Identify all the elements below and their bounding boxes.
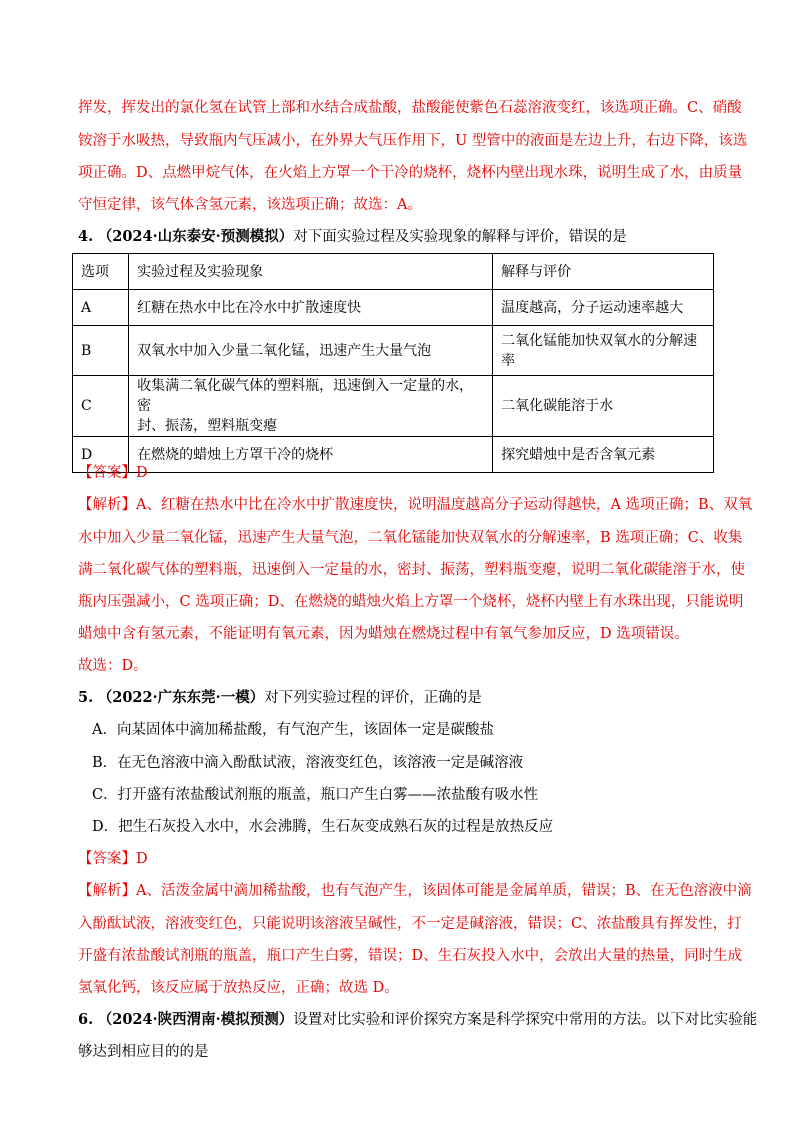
table-cell-process: 双氧水中加入少量二氧化锰，迅速产生大量气泡 [129, 326, 493, 376]
table-header-row [73, 254, 714, 290]
intro-explanation-line-1: 挥发，挥发出的氯化氢在试管上部和水结合成盐酸，盐酸能使紫色石蕊溶液变红，该选项正确。C、硝酸 [78, 100, 742, 116]
question-stem: 对下面实验过程及实验现象的解释与评价，错误的是 [293, 229, 627, 245]
question-source: （2022·广东东莞·一模） [97, 689, 265, 706]
table-row [73, 376, 714, 437]
table-cell-process: 在燃烧的蜡烛上方罩干冷的烧杯 [129, 437, 493, 473]
question-4-explanation-line-5: 蜡烛中含有氢元素，不能证明有氧元素，因为蜡烛在燃烧过程中有氧气参加反应，D 选项错误。 [78, 626, 689, 642]
question-5-option-b: B．在无色溶液中滴入酚酞试液，溶液变红色，该溶液一定是碱溶液 [92, 755, 524, 771]
evaluation-line: 二氧化锰能加快双氧水的分解速 [501, 332, 698, 349]
question-stem: 设置对比实验和评价探究方案是科学探究中常用的方法。以下对比实验能 [293, 1012, 758, 1028]
question-4-explanation-line-4: 瓶内压强减小，C 选项正确；D、在燃烧的蜡烛火焰上方罩一个烧杯，烧杯内壁上有水珠出现，只能说明 [78, 594, 744, 610]
question-5-explanation-line-4: 氢氧化钙，该反应属于放热反应，正确；故选 D。 [78, 980, 399, 996]
question-number: 5. [78, 689, 94, 706]
question-5-answer: 【答案】D [78, 851, 148, 867]
table-row [73, 326, 714, 376]
question-4-table [72, 253, 714, 473]
table-cell-evaluation: 二氧化碳能溶于水 [493, 376, 714, 437]
question-5-explanation-line-2: 入酚酞试液，溶液变红色，只能说明该溶液呈碱性，不一定是碱溶液，错误；C、浓盐酸具有挥发性，打 [78, 916, 742, 932]
table-header-cell: 实验过程及实验现象 [129, 254, 493, 290]
question-number: 4. [78, 228, 94, 245]
table-cell-process [129, 376, 493, 437]
process-line: 封、振荡，塑料瓶变瘪 [137, 418, 278, 434]
table-cell-evaluation: 温度越高，分子运动速率越大 [493, 290, 714, 326]
question-source: （2024·陕西渭南·模拟预测） [97, 1011, 294, 1028]
process-line: 收集满二氧化碳气体的塑料瓶，迅速倒入一定量的水，密 [137, 378, 474, 414]
intro-explanation-line-2: 铵溶于水吸热，导致瓶内气压减小，在外界大气压作用下，U 型管中的液面是左边上升，右边下降，该选 [78, 133, 748, 149]
question-6-heading [78, 1011, 758, 1029]
question-4-explanation-line-3: 满二氧化碳气体的塑料瓶，迅速倒入一定量的水，密封、振荡，塑料瓶变瘪，说明二氧化碳能溶于水，使 [78, 562, 745, 578]
table-header-cell: 选项 [73, 254, 129, 290]
question-5-explanation-line-1: 【解析】A、活泼金属中滴加稀盐酸，也有气泡产生，该固体可能是金属单质，错误；B、在无色溶液中滴 [78, 883, 752, 899]
question-5-option-c: C．打开盛有浓盐酸试剂瓶的瓶盖，瓶口产生白雾——浓盐酸有吸水性 [92, 787, 539, 803]
table-cell-option: C [73, 376, 129, 437]
table-header-cell: 解释与评价 [493, 254, 714, 290]
table-cell-evaluation [493, 326, 714, 376]
evaluation-line: 率 [501, 352, 516, 369]
question-number: 6. [78, 1011, 94, 1028]
question-source: （2024·山东泰安·预测模拟） [97, 228, 294, 245]
question-5-option-d: D．把生石灰投入水中，水会沸腾，生石灰变成熟石灰的过程是放热反应 [92, 819, 554, 835]
intro-explanation-line-4: 守恒定律，该气体含氢元素，该选项正确；故选：A。 [78, 197, 422, 213]
question-stem: 对下列实验过程的评价，正确的是 [264, 690, 482, 706]
question-5-explanation-line-3: 开盛有浓盐酸试剂瓶的瓶盖，瓶口产生白雾，错误；D、生石灰投入水中，会放出大量的热量，同时生成 [78, 948, 743, 964]
question-4-explanation-line-1: 【解析】A、红糖在热水中比在冷水中扩散速度快，说明温度越高分子运动得越快，A 选项正确；B、双氧 [78, 497, 753, 513]
question-4-explanation-line-6: 故选：D。 [78, 658, 148, 674]
table-cell-option: D [73, 437, 129, 473]
table-cell-option: B [73, 326, 129, 376]
question-4-heading [78, 228, 728, 246]
question-5-heading [78, 689, 728, 707]
question-4-answer: 【答案】D [78, 465, 148, 481]
question-6-stem-line-2: 够达到相应目的的是 [78, 1044, 209, 1060]
question-4-explanation-line-2: 水中加入少量二氧化锰，迅速产生大量气泡，二氧化锰能加快双氧水的分解速率，B 选项正确；C、收集 [78, 530, 743, 546]
intro-explanation-line-3: 项正确。D、点燃甲烷气体，在火焰上方罩一个干冷的烧杯，烧杯内壁出现水珠，说明生成了水，由质量 [78, 165, 743, 181]
table-cell-evaluation: 探究蜡烛中是否含氧元素 [493, 437, 714, 473]
table-cell-process: 红糖在热水中比在冷水中扩散速度快 [129, 290, 493, 326]
table-row [73, 290, 714, 326]
question-5-option-a: A．向某固体中滴加稀盐酸，有气泡产生，该固体一定是碳酸盐 [92, 722, 494, 738]
table-cell-option: A [73, 290, 129, 326]
